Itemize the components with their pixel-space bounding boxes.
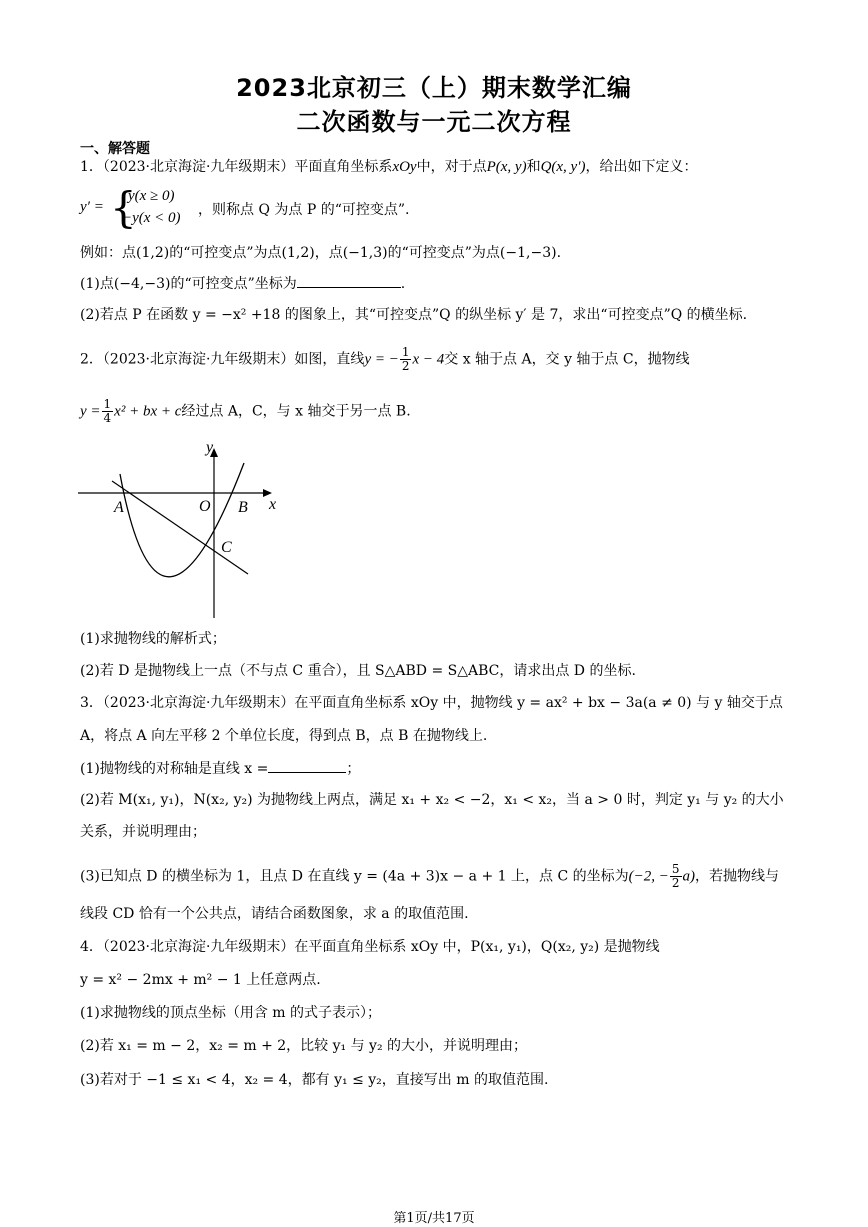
label-x: x xyxy=(269,496,277,513)
label-a: A xyxy=(114,499,124,516)
q2-stem-c: 经过点 A，C，与 x 轴交于另一点 B. xyxy=(181,403,411,420)
q1-part2: (2)若点 P 在函数 y = −x² +18 的图象上，其“可控变点”Q 的纵坐标 y′ 是 7，求出“可控变点”Q 的横坐标. xyxy=(80,307,748,323)
q2-stem xyxy=(80,346,790,373)
q1-definition xyxy=(80,183,800,232)
q1-part1-end: . xyxy=(400,276,406,292)
q2-par-lhs: y = xyxy=(80,403,101,420)
label-b: B xyxy=(238,499,248,516)
q3-part3 xyxy=(80,863,790,890)
q1-case2: −y(x < 0) xyxy=(122,210,181,226)
q1-point-p: P(x, y) xyxy=(486,159,527,175)
page-subtitle: 二次函数与一元二次方程 xyxy=(296,108,572,136)
q3-part3-line2: 线段 CD 恰有一个公共点，请结合函数图象，求 a 的取值范围. xyxy=(80,906,469,922)
q2-parabola xyxy=(80,398,790,425)
q2-par-fraction xyxy=(102,398,114,425)
q1-def-text: ，则称点 Q 为点 P 的“可控变点”. xyxy=(198,202,410,218)
q1-brace: { xyxy=(110,183,137,232)
q1-stem xyxy=(80,158,790,176)
q4-part2: (2)若 x₁ = m − 2，x₂ = m + 2，比较 y₁ 与 y₂ 的大小，并说明理由； xyxy=(80,1038,528,1054)
section-heading: 一、解答题 xyxy=(80,141,150,157)
q3-point-c-open: (−2, − xyxy=(628,868,669,885)
q3-point-c-close: a) xyxy=(682,868,696,885)
label-o: O xyxy=(199,498,211,515)
q1-and: 和 xyxy=(526,159,541,175)
q2-par-rhs: x² + bx + c xyxy=(114,403,182,420)
q3-part1 xyxy=(80,759,790,778)
q2-par-frac-num: 1 xyxy=(103,397,112,411)
q1-case1: y(x ≥ 0) xyxy=(128,188,175,204)
q2-line-lhs: y = − xyxy=(364,351,399,368)
q3-frac-den: 2 xyxy=(671,876,680,890)
q2-par-frac-den: 4 xyxy=(103,411,112,425)
q1-stem-c: ，给出如下定义： xyxy=(585,159,698,175)
q2-frac-den: 2 xyxy=(401,359,410,373)
q3-frac-num: 5 xyxy=(671,862,680,876)
q1-part1-text: (1)点(−4,−3)的“可控变点”坐标为 xyxy=(80,276,297,292)
q1-point-q: Q(x, y′) xyxy=(540,159,586,175)
q3-part2-line2: 关系，并说明理由； xyxy=(80,824,206,840)
q2-part2: (2)若 D 是抛物线上一点（不与点 C 重合），且 S△ABD = S△ABC，请求出点 D 的坐标. xyxy=(80,663,636,679)
q4-line2: y = x² − 2mx + m² − 1 上任意两点. xyxy=(80,972,321,988)
page-title: 2023北京初三（上）期末数学汇编 xyxy=(236,74,632,102)
q3-answer-blank[interactable] xyxy=(268,759,346,773)
q2-part1: (1)求抛物线的解析式； xyxy=(80,631,226,647)
q4-part3: (3)若对于 −1 ≤ x₁ < 4，x₂ = 4，都有 y₁ ≤ y₂，直接写出 m 的取值范围. xyxy=(80,1072,549,1088)
parabola-curve xyxy=(120,463,244,577)
page-footer: 第1页/共17页 xyxy=(393,1211,475,1226)
q4-line1: 4．（2023·北京海淀·九年级期末）在平面直角坐标系 xOy 中，P(x₁, y₁)，Q(x₂, y₂) 是抛物线 xyxy=(80,939,660,955)
q1-yprime: y′ = xyxy=(80,199,104,215)
q3-part1-text: (1)抛物线的对称轴是直线 x = xyxy=(80,761,269,777)
q3-part1-end: ； xyxy=(346,761,361,777)
q1-stem-a: 1．（2023·北京海淀·九年级期末）平面直角坐标系 xyxy=(80,159,393,175)
q2-line-fraction xyxy=(400,346,412,373)
label-y: y xyxy=(206,439,214,456)
q1-example: 例如：点(1,2)的“可控变点”为点(1,2)，点(−1,3)的“可控变点”为点(−1,−3). xyxy=(80,245,562,261)
q1-answer-blank[interactable] xyxy=(297,274,401,288)
q3-part3-a: (3)已知点 D 的横坐标为 1，且点 D 在直线 y = (4a + 3)x − a + 1 上，点 C 的坐标为 xyxy=(80,868,629,885)
q1-xoy: xOy xyxy=(392,159,417,175)
q4-part1: (1)求抛物线的顶点坐标（用含 m 的式子表示）； xyxy=(80,1005,382,1021)
q2-figure xyxy=(72,432,292,622)
q1-stem-b: 中，对于点 xyxy=(416,159,487,175)
q3-fraction xyxy=(670,863,682,890)
q1-part1 xyxy=(80,274,790,293)
q2-stem-b: 交 x 轴于点 A，交 y 轴于点 C，抛物线 xyxy=(444,351,690,368)
q2-frac-num: 1 xyxy=(401,345,410,359)
label-c: C xyxy=(221,539,232,556)
q2-line-rhs: x − 4 xyxy=(412,351,445,368)
q3-part3-b: ，若抛物线与 xyxy=(695,868,780,885)
q3-line2: A，将点 A 向左平移 2 个单位长度，得到点 B，点 B 在抛物线上. xyxy=(80,728,488,744)
q3-part2-line1: (2)若 M(x₁, y₁)，N(x₂, y₂) 为抛物线上两点，满足 x₁ + x₂ < −2，x₁ < x₂，当 a > 0 时，判定 y₁ 与 y₂ 的大小 xyxy=(80,792,784,808)
q2-stem-a: 2．（2023·北京海淀·九年级期末）如图，直线 xyxy=(80,351,365,368)
q3-line1: 3．（2023·北京海淀·九年级期末）在平面直角坐标系 xOy 中，抛物线 y = ax² + bx − 3a(a ≠ 0) 与 y 轴交于点 xyxy=(80,695,783,711)
